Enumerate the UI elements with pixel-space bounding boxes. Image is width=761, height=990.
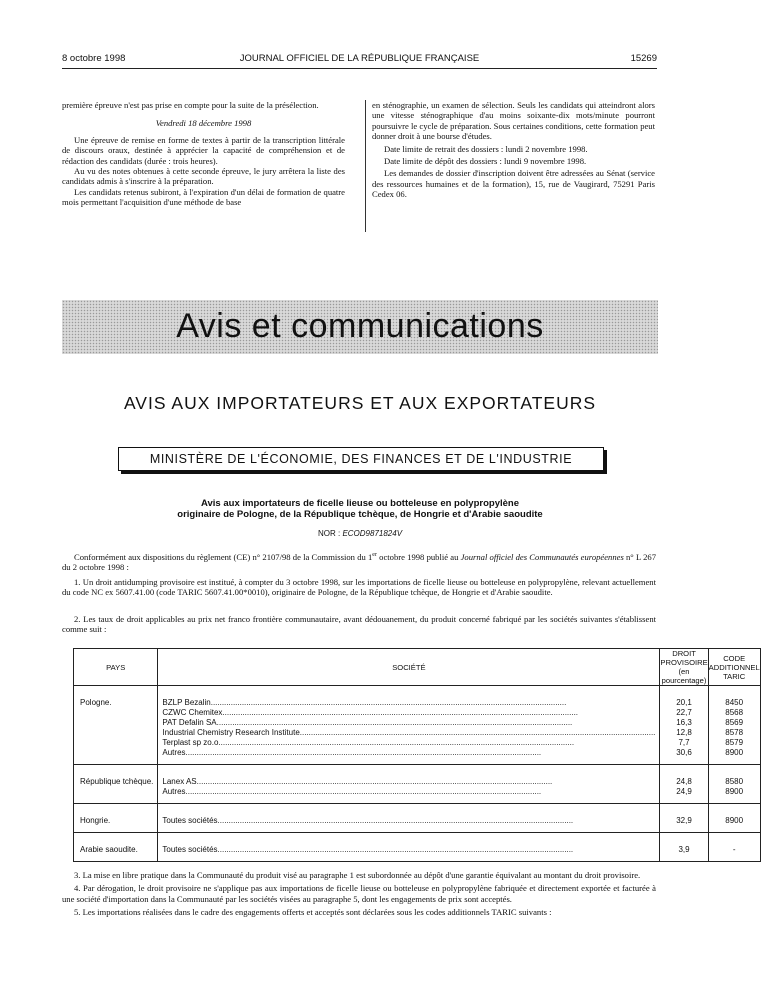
duty-rate: 16,3 [676,718,692,727]
table-row [74,765,761,804]
code-cell [708,686,760,765]
journal-reference: Journal officiel des Communautés européennes [460,551,624,562]
paragraph-2: 2. Les taux de droit applicables au prix net franco frontière communautaire, avant dédouanement, du produit concerné fabriqué par les sociétés suivantes s'établissent comme suit : [62,614,656,635]
header-journal-title: JOURNAL OFFICIEL DE LA RÉPUBLIQUE FRANÇAISE [239,53,480,64]
societe-cell [158,686,660,765]
duty-rate: 7,7 [678,738,690,747]
column-divider [365,100,366,232]
code-cell [708,833,760,862]
duty-rate: 30,6 [676,748,692,757]
code-cell [708,765,760,804]
droit-cell [660,833,708,862]
pays-cell [74,833,158,862]
section-banner [62,300,658,354]
right-paragraph-2: Date limite de retrait des dossiers : lundi 2 novembre 1998. [384,143,588,154]
paragraph-1: 1. Un droit antidumping provisoire est institué, à compter du 3 octobre 1998, sur les importations de ficelle lieuse ou botteleuse en polypropylène, relevant actuellement du code NC ex 5607.41.00 (code TARIC 5607.41.00*0010), originaire de Pologne, de la République tchèque, de Hongrie et d'Arabie saoudite. [62,577,656,598]
duty-rate: 12,8 [676,728,692,737]
nor-reference [62,529,658,538]
header-societe: SOCIÉTÉ [158,649,660,686]
left-paragraph-2: Une épreuve de remise en forme de textes à partir de la transcription littérale de discours oraux, destinée à apprécier la capacité de compréhension et de rédaction des candidats (durée : trois heures). [62,134,345,166]
header-rule [62,68,657,69]
company-name: Autres................................................................................................................................................................ [162,787,542,796]
table-row [74,804,761,833]
date-heading: Vendredi 18 décembre 1998 [155,118,252,129]
company-name: Lanex AS................................................................................................................................................................ [162,777,553,786]
duty-rate: 20,1 [676,698,692,707]
droit-cell [660,804,708,833]
left-column [62,100,345,208]
company-name: CZWC Chemitex................................................................................................................................................................ [162,708,579,717]
duty-rate: 3,9 [678,845,690,854]
ministry-box: MINISTÈRE DE L'ÉCONOMIE, DES FINANCES ET DE L'INDUSTRIE [118,447,604,471]
right-paragraph-1: en sténographie, un examen de sélection. Seuls les candidats qui atteindront alors une vitesse sténographique d'au moins soixante-dix mots/minute pourront poursuivre le cycle de préparation. Sous certaines conditions, cette formation peut donner droit à une bourse d'études. [372,100,655,142]
header-page-number: 15269 [630,53,657,64]
code-cell [708,804,760,833]
duty-rate: 32,9 [676,816,692,825]
pays-cell [74,686,158,765]
societe-cell [158,833,660,862]
after-table-text [62,870,656,921]
table-row [74,833,761,862]
pays-cell [74,765,158,804]
company-name: Terplast sp zo.o................................................................................................................................................................ [162,738,575,747]
taric-code: 8568 [725,708,744,717]
right-paragraph-3: Date limite de dépôt des dossiers : lundi 9 novembre 1998. [384,156,587,167]
notice-title [62,498,658,520]
notice-title-line-1: Avis aux importateurs de ficelle lieuse ou botteleuse en polypropylène [201,498,519,509]
country-name: Arabie saoudite. [80,845,138,854]
right-column [372,100,655,200]
running-header [62,53,657,67]
duty-rate: 24,9 [676,787,692,796]
company-name: PAT Defalin SA................................................................................................................................................................ [162,718,573,727]
duty-rates-table [73,648,761,862]
taric-code: 8900 [725,787,744,796]
left-paragraph-3: Au vu des notes obtenues à cette seconde épreuve, le jury arrêtera la liste des candidats admis à s'inscrire à la préparation. [62,166,345,187]
societe-cell [158,765,660,804]
left-paragraph-4: Les candidats retenus subiront, à l'expiration d'un délai de formation de quatre mois permettant l'acquisition d'une méthode de base [62,186,345,208]
paragraph-4: 4. Par dérogation, le droit provisoire ne s'applique pas aux importations de ficelle lieuse ou botteleuse en polypropylène fabriquée et directement exportée et facturée à une société d'importation dans la Communauté par les sociétés visées au paragraphe 5, dont les engagements de prix sont acceptés. [62,883,656,904]
notice-title-line-2: originaire de Pologne, de la République tchèque, de Hongrie et d'Arabie saoudite [177,509,543,520]
table-row [74,686,761,765]
company-name: Autres................................................................................................................................................................ [162,748,542,757]
left-paragraph-1: première épreuve n'est pas prise en compte pour la suite de la présélection. [62,100,319,110]
taric-code: - [732,845,736,854]
company-name: Toutes sociétés................................................................................................................................................................ [162,816,574,825]
societe-cell [158,804,660,833]
paragraph-3: 3. La mise en libre pratique dans la Communauté du produit visé au paragraphe 1 est subordonnée au dépôt d'une garantie équivalant au montant du droit provisoire. [74,870,641,880]
duty-rate: 24,8 [676,777,692,786]
taric-code: 8450 [725,698,744,707]
section-title: AVIS AUX IMPORTATEURS ET AUX EXPORTATEURS [123,393,597,413]
banner-title: Avis et communications [176,307,544,345]
pays-cell [74,804,158,833]
table-header-row [74,649,761,686]
header-droit: DROIT PROVISOIRE (en pourcentage) [660,649,708,685]
duty-rate: 22,7 [676,708,692,717]
header-pays: PAYS [74,649,158,686]
taric-code: 8579 [725,738,744,747]
paragraph-5: 5. Les importations réalisées dans le cadre des engagements offerts et acceptés sont déclarées sous les codes additionnels TARIC suivants : [74,907,552,918]
droit-cell [660,765,708,804]
company-name: Toutes sociétés................................................................................................................................................................ [162,845,574,854]
taric-code: 8900 [725,748,744,757]
header-date: 8 octobre 1998 [62,53,126,64]
taric-code: 8569 [725,718,744,727]
company-name: BZLP Bezalin................................................................................................................................................................ [162,698,567,707]
taric-code: 8578 [725,728,744,737]
nor-label: NOR : [317,529,341,538]
taric-code: 8580 [725,777,744,786]
country-name: Hongrie. [80,816,111,825]
nor-value: ECOD9871824V [342,529,403,538]
taric-code: 8900 [725,816,744,825]
droit-cell [660,686,708,765]
company-name: Industrial Chemistry Research Institute................................................................................................................................................................ [162,728,656,737]
intro-paragraph: Conformément aux dispositions du règlement (CE) n° 2107/98 de la Commission du 1er octobre 1998 publié au Journal officiel des Communautés européennes n° L 267 du 2 octobre 1998 : [62,551,656,573]
right-paragraph-4: Les demandes de dossier d'inscription doivent être adressées au Sénat (service des ressources humaines et de la formation), 15, rue de Vaugirard, 75291 Paris Cedex 06. [372,168,655,200]
country-name: Pologne. [80,698,112,707]
country-name: République tchèque. [80,777,154,786]
header-code: CODE ADDITIONNEL TARIC [708,649,760,686]
